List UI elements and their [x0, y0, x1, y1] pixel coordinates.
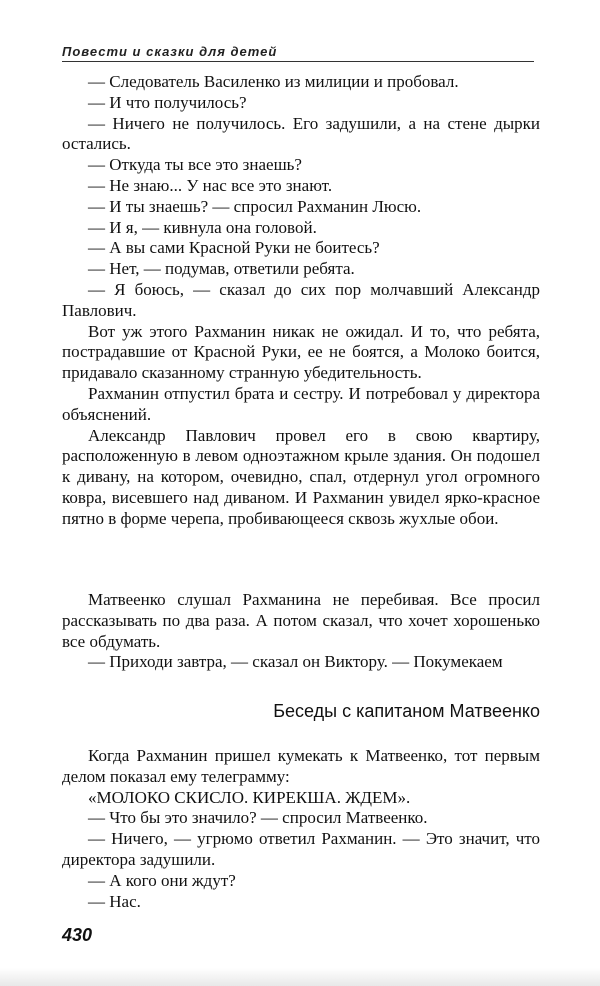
paragraph: — Нет, — подумав, ответили ребята.	[88, 259, 355, 279]
paragraph: Вот уж этого Рахманин никак не ожидал. И то, что ребята, пострадавшие от Красной Руки, ее не боятся, а Молоко боится, придавало сказанному странную убедительность.	[62, 321, 540, 383]
paragraph: — И ты знаешь? — спросил Рахманин Люсю.	[88, 196, 422, 216]
paragraph: Когда Рахманин пришел кумекать к Матвеенко, тот первым делом показал ему телеграмму:	[62, 746, 540, 786]
paragraph: — Ничего, — угрюмо ответил Рахманин. — Это значит, что директора задушили.	[62, 829, 540, 869]
paragraph: — Следователь Василенко из милиции и пробовал.	[88, 72, 459, 91]
text-block-1	[62, 72, 540, 530]
text-block-3	[62, 746, 540, 912]
paragraph: — А вы сами Красной Руки не боитесь?	[88, 238, 380, 258]
paragraph: «МОЛОКО СКИСЛО. КИРЕКША. ЖДЕМ».	[88, 787, 411, 807]
paragraph: — Ничего не получилось. Его задушили, а на стене дырки остались.	[62, 113, 540, 154]
page-bottom-edge	[0, 968, 600, 986]
paragraph: — Я боюсь, — сказал до сих пор молчавший Александр Павлович.	[62, 279, 540, 320]
paragraph: — Нас.	[88, 891, 141, 911]
running-header: Повести и сказки для детей	[62, 44, 278, 59]
paragraph: Александр Павлович провел его в свою квартиру, расположенную в левом одноэтажном крыле здания. Он подошел к дивану, на котором, очевидно, спал, отдернул угол огромного ковра, висевшего над диваном. И Рахманин увидел ярко-красное пятно в форме черепа, пробивающееся сквозь жухлые обои.	[62, 425, 540, 528]
paragraph: — А кого они ждут?	[88, 870, 236, 890]
text-block-2	[62, 590, 540, 673]
paragraph: Матвеенко слушал Рахманина не перебивая. Все просил рассказывать по два раза. А потом сказал, что хочет хорошенько все обдумать.	[62, 590, 540, 651]
header-rule	[62, 61, 534, 62]
paragraph: — Не знаю... У нас все это знают.	[88, 175, 333, 195]
paragraph: Рахманин отпустил брата и сестру. И потребовал у директора объяснений.	[62, 383, 540, 424]
paragraph: — Что бы это значило? — спросил Матвеенко.	[88, 808, 428, 828]
paragraph: — И что получилось?	[88, 92, 247, 112]
page-number: 430	[62, 925, 93, 945]
paragraph: — Приходи завтра, — сказал он Виктору. — Покумекаем	[88, 652, 503, 672]
paragraph: — И я, — кивнула она головой.	[88, 217, 317, 237]
paragraph: — Откуда ты все это знаешь?	[88, 155, 302, 175]
section-title: Беседы с капитаном Матвеенко	[273, 701, 540, 721]
